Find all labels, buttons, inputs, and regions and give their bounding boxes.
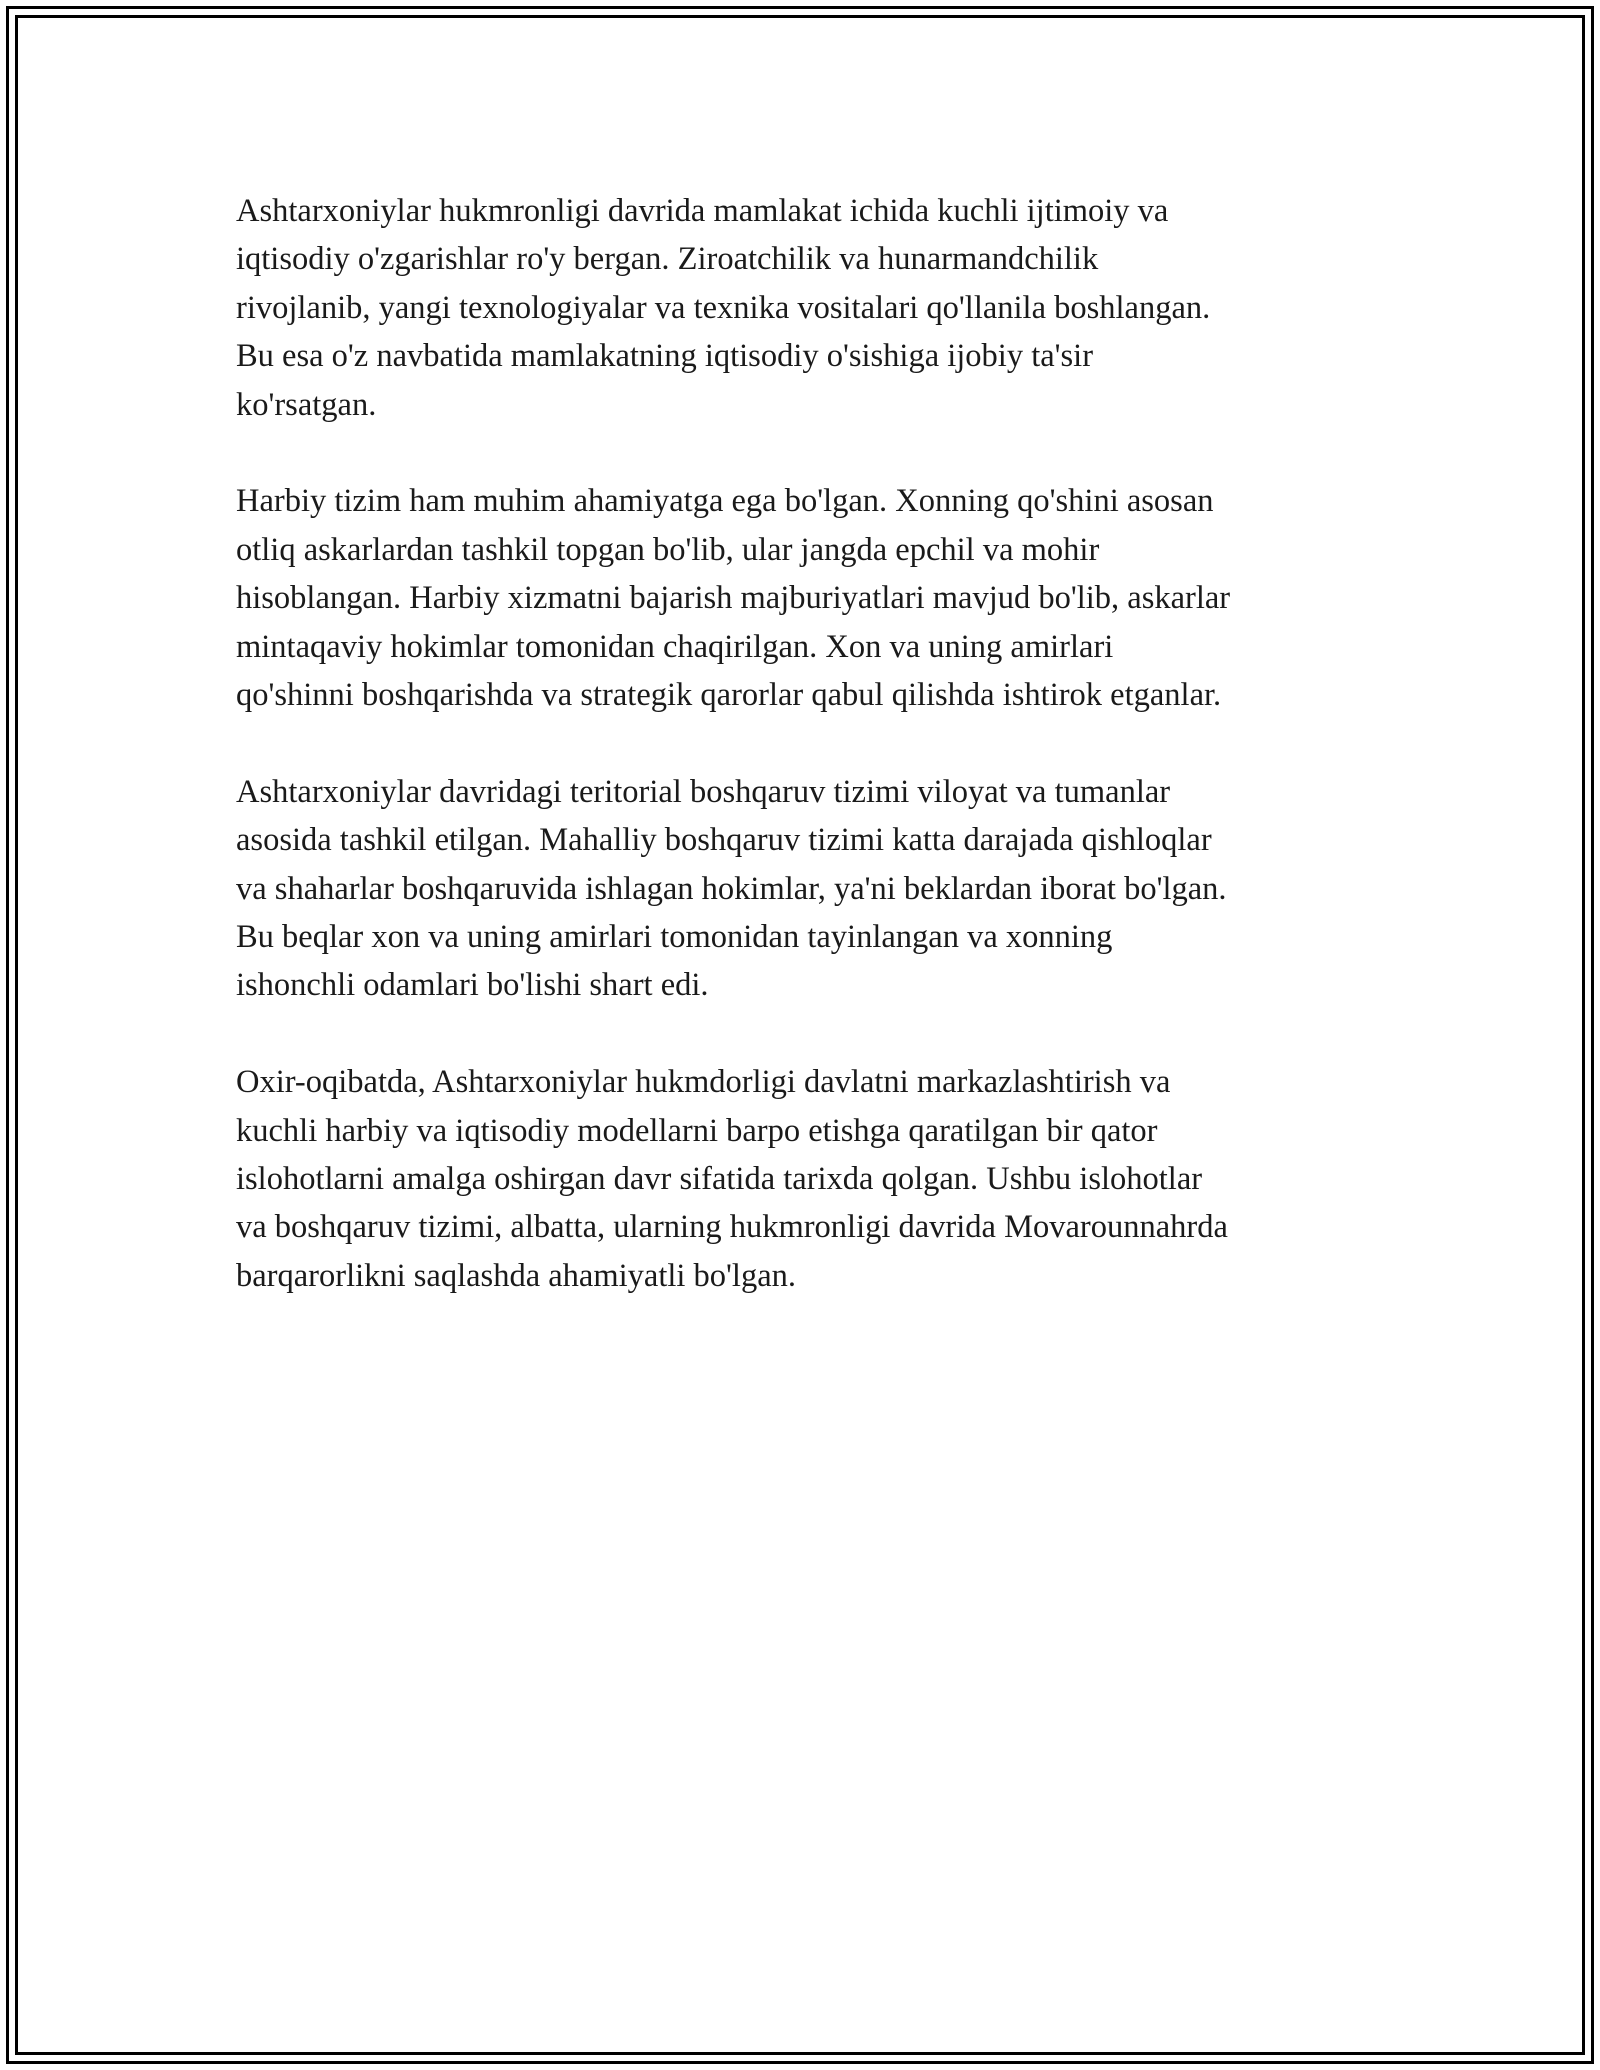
text-line: ishonchli odamlari bo'lishi shart edi. <box>236 967 709 1004</box>
paragraph-military <box>236 477 1366 719</box>
text-line: Bu esa o'z navbatida mamlakatning iqtisodiy o'sishiga ijobiy ta'sir <box>236 338 1094 375</box>
document-body <box>236 187 1366 1349</box>
text-line: islohotlarni amalga oshirgan davr sifatida tarixda qolgan. Ushbu islohotlar <box>236 1161 1203 1198</box>
paragraph-conclusion <box>236 1058 1366 1300</box>
text-line: mintaqaviy hokimlar tomonidan chaqirilgan. Xon va uning amirlari <box>236 628 1114 665</box>
text-line: qo'shinni boshqarishda va strategik qarorlar qabul qilishda ishtirok etganlar. <box>236 677 1222 714</box>
text-line: Oxir-oqibatda, Ashtarxoniylar hukmdorligi davlatni markazlashtirish va <box>236 1064 1171 1101</box>
text-line: Bu beqlar xon va uning amirlari tomonidan tayinlangan va xonning <box>236 919 1113 956</box>
text-line: Ashtarxoniylar davridagi teritorial boshqaruv tizimi viloyat va tumanlar <box>236 773 1171 810</box>
text-line: asosida tashkil etilgan. Mahalliy boshqaruv tizimi katta darajada qishloqlar <box>236 822 1212 859</box>
text-line: barqarorlikni saqlashda ahamiyatli bo'lgan. <box>236 1257 796 1294</box>
text-line: ko'rsatgan. <box>236 386 377 423</box>
text-line: kuchli harbiy va iqtisodiy modellarni barpo etishga qaratilgan bir qator <box>236 1112 1158 1149</box>
text-line: iqtisodiy o'zgarishlar ro'y bergan. Ziroatchilik va hunarmandchilik <box>236 241 1099 278</box>
paragraph-administration <box>236 768 1366 1010</box>
text-line: rivojlanib, yangi texnologiyalar va texnika vositalari qo'llanila boshlangan. <box>236 289 1211 326</box>
text-line: hisoblangan. Harbiy xizmatni bajarish majburiyatlari mavjud bo'lib, askarlar <box>236 580 1231 617</box>
paragraph-economy <box>236 187 1366 429</box>
text-line: otliq askarlardan tashkil topgan bo'lib, ular jangda epchil va mohir <box>236 531 1100 568</box>
text-line: va boshqaruv tizimi, albatta, ularning hukmronligi davrida Movarounnahrda <box>236 1209 1228 1246</box>
text-line: Harbiy tizim ham muhim ahamiyatga ega bo'lgan. Xonning qo'shini asosan <box>236 483 1214 520</box>
text-line: Ashtarxoniylar hukmronligi davrida mamlakat ichida kuchli ijtimoiy va <box>236 193 1169 229</box>
text-line: va shaharlar boshqaruvida ishlagan hokimlar, ya'ni beklardan iborat bo'lgan. <box>236 870 1227 907</box>
